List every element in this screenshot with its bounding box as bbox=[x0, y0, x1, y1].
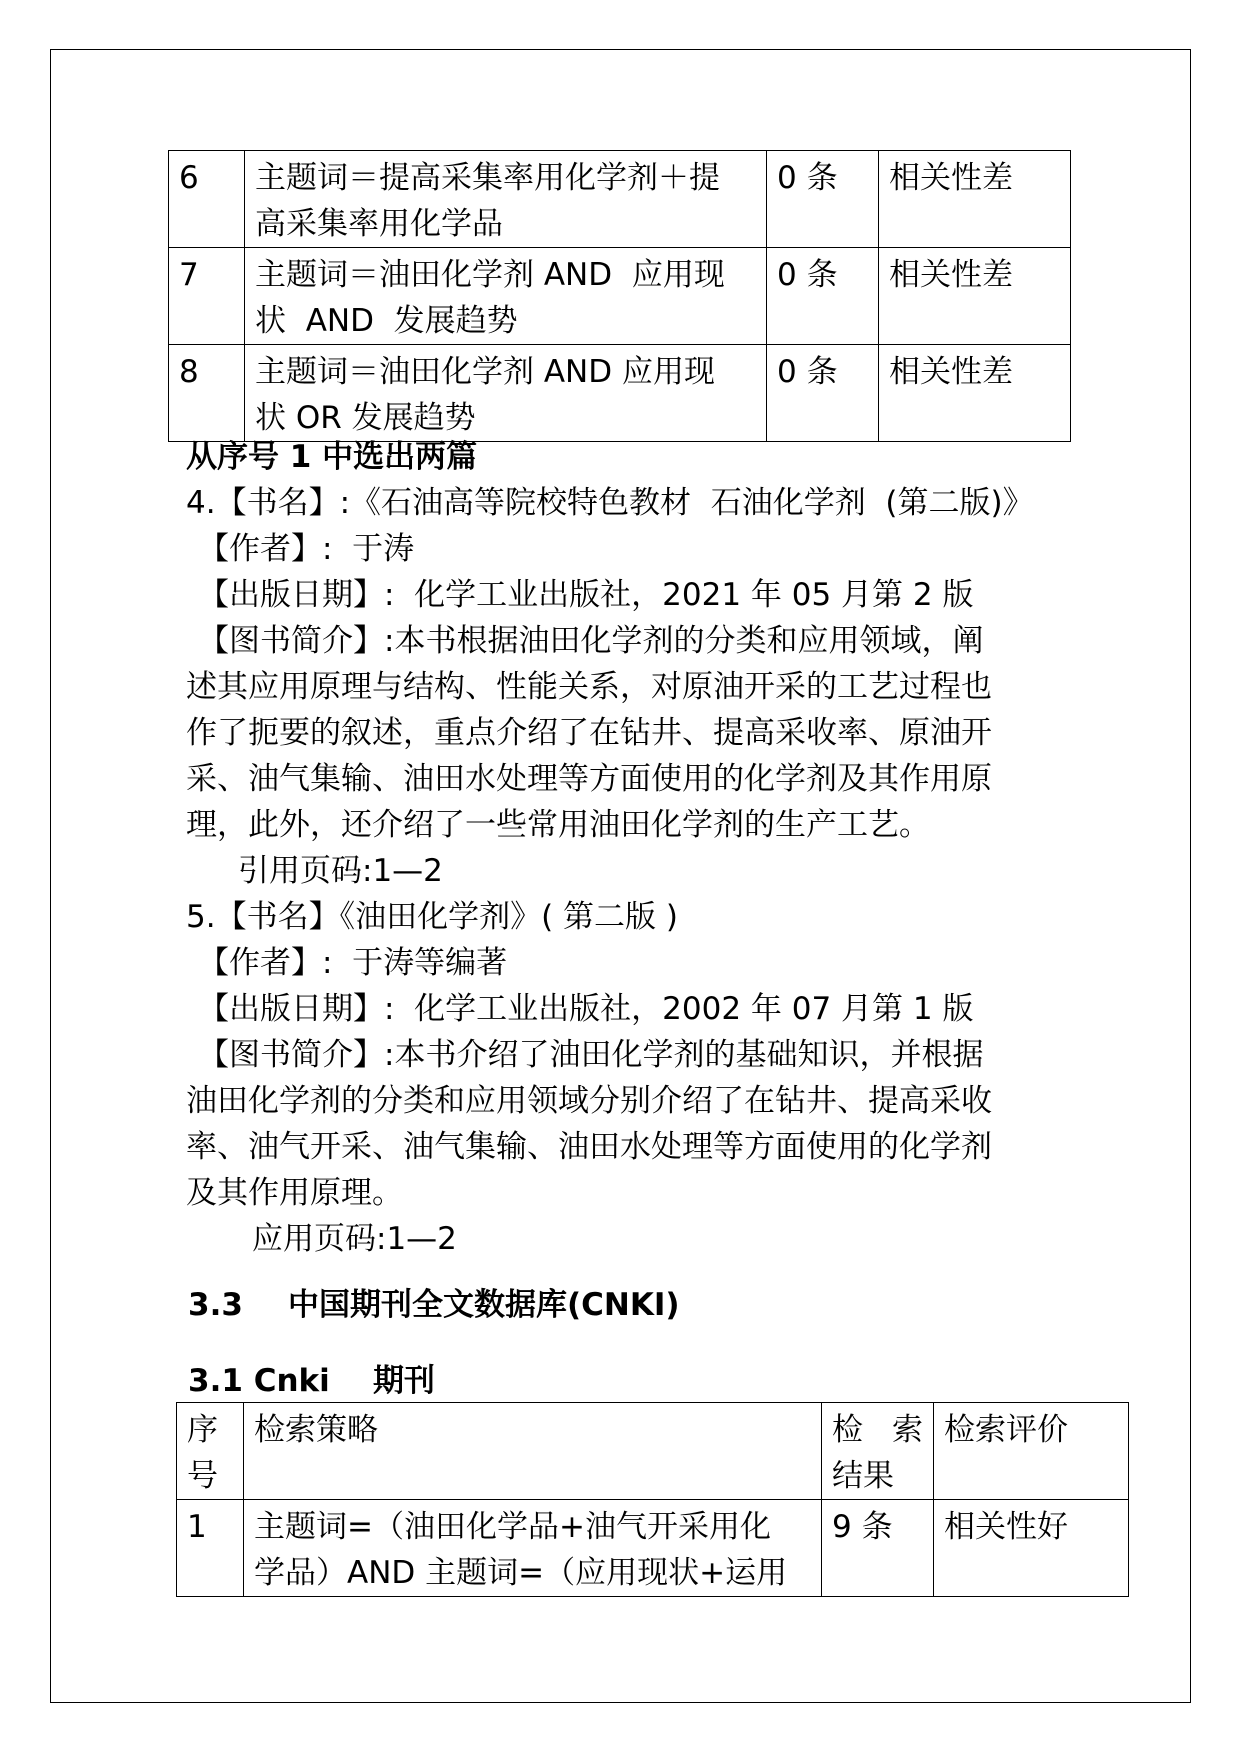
book4-title: 4.【书名】:《石油高等院校特色教材 石油化学剂 (第二版)》 bbox=[186, 485, 1034, 521]
cell-text: 主题词＝提高采集率用化学剂＋提 bbox=[255, 160, 720, 196]
result-count: 9 条 bbox=[822, 1500, 934, 1597]
book4-date: 【出版日期】: 化学工业出版社，2021 年 05 月第 2 版 bbox=[198, 577, 974, 613]
book5-intro-line: 油田化学剂的分类和应用领域分别介绍了在钻井、提高采收 bbox=[186, 1083, 992, 1119]
book5-date: 【出版日期】: 化学工业出版社，2002 年 07 月第 1 版 bbox=[198, 991, 974, 1027]
cell-text: 状 OR 发展趋势 bbox=[255, 400, 476, 436]
book4-intro-line: 采、油气集输、油田水处理等方面使用的化学剂及其作用原 bbox=[186, 761, 992, 797]
subsection-heading: 3.1 Cnki 期刊 bbox=[188, 1363, 435, 1399]
search-table-continued bbox=[168, 150, 1071, 442]
header-text: 号 bbox=[187, 1458, 218, 1494]
evaluation: 相关性好 bbox=[934, 1500, 1129, 1597]
header-number bbox=[177, 1403, 244, 1500]
select-heading: 从序号 1 中选出两篇 bbox=[186, 439, 478, 475]
search-strategy-cell bbox=[245, 248, 767, 345]
header-strategy: 检索策略 bbox=[244, 1403, 822, 1500]
row-number: 6 bbox=[169, 151, 245, 248]
header-text: 序 bbox=[187, 1412, 218, 1448]
cell-text: 主题词=（油田化学品+油气开采用化 bbox=[254, 1509, 771, 1545]
book4-author: 【作者】: 于涛 bbox=[198, 531, 415, 567]
table-row bbox=[169, 248, 1071, 345]
table-header-row bbox=[177, 1403, 1129, 1500]
result-count: 0 条 bbox=[767, 345, 879, 442]
book4-intro-line: 【图书简介】:本书根据油田化学剂的分类和应用领域，阐 bbox=[198, 623, 984, 659]
section-title: 中国期刊全文数据库(CNKI) bbox=[288, 1287, 680, 1323]
book5-author: 【作者】: 于涛等编著 bbox=[198, 945, 508, 981]
row-number: 8 bbox=[169, 345, 245, 442]
search-strategy-cell bbox=[245, 151, 767, 248]
table-row bbox=[177, 1500, 1129, 1597]
search-strategy-cell bbox=[244, 1500, 822, 1597]
evaluation: 相关性差 bbox=[879, 248, 1071, 345]
section-heading bbox=[188, 1282, 680, 1328]
cell-text: 高采集率用化学品 bbox=[255, 206, 503, 242]
table-row bbox=[169, 151, 1071, 248]
result-count: 0 条 bbox=[767, 248, 879, 345]
cnki-search-table bbox=[176, 1402, 1129, 1597]
cell-text: 状 AND 发展趋势 bbox=[255, 303, 518, 339]
section-number: 3.3 bbox=[188, 1287, 243, 1323]
cell-text: 主题词＝油田化学剂 AND 应用现 bbox=[255, 257, 725, 293]
row-number: 7 bbox=[169, 248, 245, 345]
cell-text: 学品）AND 主题词=（应用现状+运用 bbox=[254, 1555, 788, 1591]
book4-intro-line: 作了扼要的叙述，重点介绍了在钻井、提高采收率、原油开 bbox=[186, 715, 992, 751]
book5-intro-line: 及其作用原理。 bbox=[186, 1175, 403, 1211]
book-list bbox=[186, 434, 1034, 1262]
evaluation: 相关性差 bbox=[879, 151, 1071, 248]
row-number: 1 bbox=[177, 1500, 244, 1597]
book4-intro-line: 理，此外，还介绍了一些常用油田化学剂的生产工艺。 bbox=[186, 807, 930, 843]
book5-intro-line: 【图书简介】:本书介绍了油田化学剂的基础知识，并根据 bbox=[198, 1037, 984, 1073]
result-count: 0 条 bbox=[767, 151, 879, 248]
header-result bbox=[822, 1403, 934, 1500]
cell-text: 主题词＝油田化学剂 AND 应用现 bbox=[255, 354, 715, 390]
book4-pages: 引用页码:1—2 bbox=[238, 853, 443, 889]
table-row bbox=[169, 345, 1071, 442]
book5-intro-line: 率、油气开采、油气集输、油田水处理等方面使用的化学剂 bbox=[186, 1129, 992, 1165]
book4-intro-line: 述其应用原理与结构、性能关系，对原油开采的工艺过程也 bbox=[186, 669, 992, 705]
header-text: 结果 bbox=[832, 1458, 894, 1494]
header-evaluation: 检索评价 bbox=[934, 1403, 1129, 1500]
book5-title: 5.【书名】《油田化学剂》( 第二版 ) bbox=[186, 899, 678, 935]
header-text: 检 索 bbox=[832, 1412, 923, 1448]
evaluation: 相关性差 bbox=[879, 345, 1071, 442]
book5-pages: 应用页码:1—2 bbox=[252, 1221, 457, 1257]
search-strategy-cell bbox=[245, 345, 767, 442]
